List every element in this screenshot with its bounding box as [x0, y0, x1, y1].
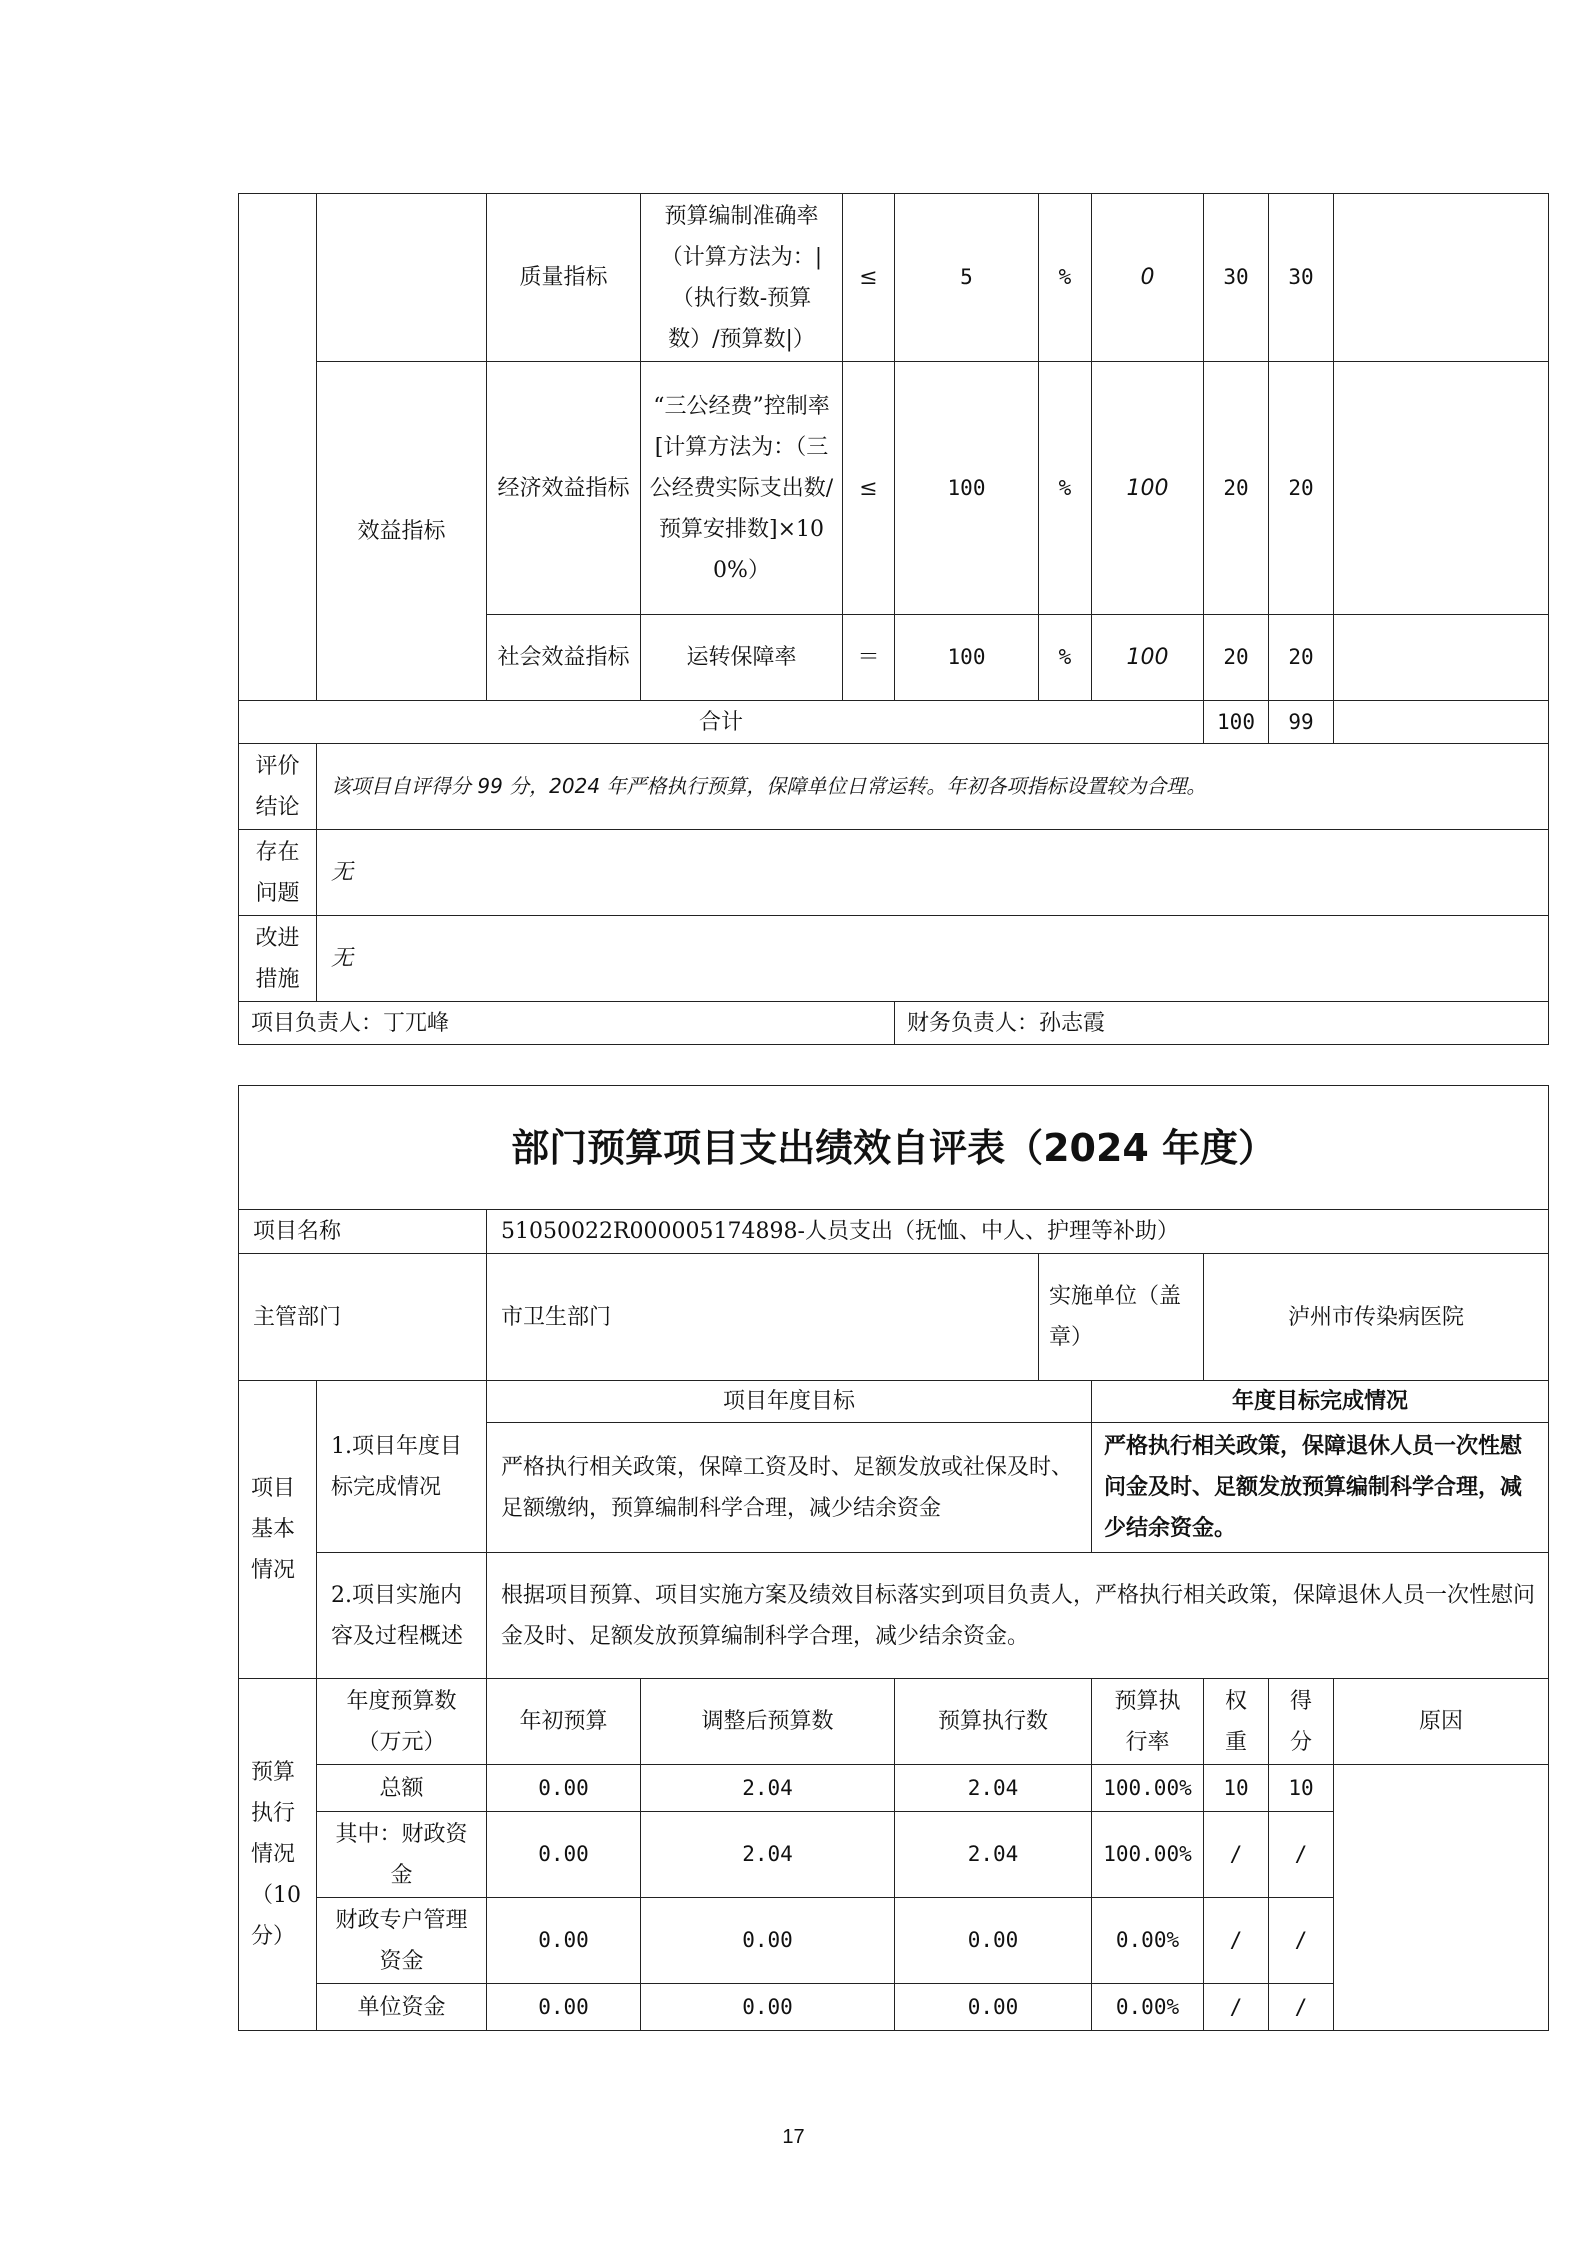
completion-text: 严格执行相关政策，保障退休人员一次性慰问金及时、足额发放预算编制科学合理，减少结余资金。 [1092, 1423, 1549, 1553]
budget-header-rate: 预算执行率 [1092, 1679, 1204, 1765]
goal-header: 项目年度目标 [487, 1381, 1092, 1423]
social-score: 20 [1269, 615, 1334, 701]
quality-unit: % [1039, 194, 1092, 362]
project-name-label: 项目名称 [239, 1210, 487, 1254]
total-row [239, 701, 1549, 744]
budget-row-weight: / [1204, 1898, 1269, 1984]
process-label: 2.项目实施内容及过程概述 [317, 1553, 487, 1679]
economic-note [1334, 362, 1549, 615]
project-name-row [239, 1210, 1549, 1254]
budget-row-rate: 100.00% [1092, 1765, 1204, 1812]
budget-row-weight: 10 [1204, 1765, 1269, 1812]
unit-label: 实施单位（盖章） [1039, 1254, 1204, 1381]
budget-row-rate: 0.00% [1092, 1984, 1204, 2031]
measures-text: 无 [317, 916, 1549, 1002]
social-weight: 20 [1204, 615, 1269, 701]
measures-row [239, 916, 1549, 1002]
blank-subcategory-cell [317, 194, 487, 362]
economic-indicator: “三公经费”控制率[计算方法为：（三公经费实际支出数/预算安排数]×100%） [641, 362, 843, 615]
responsible-row [239, 1002, 1549, 1045]
economic-actual: 100 [1092, 362, 1204, 615]
budget-header-executed: 预算执行数 [895, 1679, 1092, 1765]
quality-weight: 30 [1204, 194, 1269, 362]
budget-row-score: / [1269, 1812, 1334, 1898]
form-title: 部门预算项目支出绩效自评表（2024 年度） [239, 1086, 1549, 1210]
total-note [1334, 701, 1549, 744]
problems-text: 无 [317, 830, 1549, 916]
dept-value: 市卫生部门 [487, 1254, 1039, 1381]
budget-row-executed: 0.00 [895, 1898, 1092, 1984]
economic-target: 100 [895, 362, 1039, 615]
budget-row-score: 10 [1269, 1765, 1334, 1812]
benefit-label: 效益指标 [317, 362, 487, 701]
budget-row-label: 单位资金 [317, 1984, 487, 2031]
quality-score: 30 [1269, 194, 1334, 362]
department-row [239, 1254, 1549, 1381]
budget-row-rate: 100.00% [1092, 1812, 1204, 1898]
conclusion-row [239, 744, 1549, 830]
table-row [239, 1765, 1549, 1812]
economic-operator: ≤ [843, 362, 895, 615]
budget-header-weight: 权重 [1204, 1679, 1269, 1765]
social-category: 社会效益指标 [487, 615, 641, 701]
social-unit: % [1039, 615, 1092, 701]
budget-row-weight: / [1204, 1984, 1269, 2031]
budget-row-initial: 0.00 [487, 1984, 641, 2031]
budget-header-adjusted: 调整后预算数 [641, 1679, 895, 1765]
budget-row-adjusted: 2.04 [641, 1765, 895, 1812]
budget-row-adjusted: 0.00 [641, 1898, 895, 1984]
total-score: 99 [1269, 701, 1334, 744]
completion-header: 年度目标完成情况 [1092, 1381, 1549, 1423]
blank-category-cell [239, 194, 317, 701]
economic-indicator-row [239, 362, 1549, 615]
budget-reason-cell [1334, 1765, 1549, 2031]
project-name-value: 51050022R000005174898-人员支出（抚恤、中人、护理等补助） [487, 1210, 1549, 1254]
indicator-table-continued [238, 193, 1549, 1045]
basic-info-label: 项目基本情况 [239, 1381, 317, 1679]
self-evaluation-form [238, 1085, 1549, 2031]
quality-target: 5 [895, 194, 1039, 362]
quality-category: 质量指标 [487, 194, 641, 362]
quality-note [1334, 194, 1549, 362]
social-note [1334, 615, 1549, 701]
social-operator: ＝ [843, 615, 895, 701]
budget-row-score: / [1269, 1984, 1334, 2031]
quality-operator: ≤ [843, 194, 895, 362]
social-actual: 100 [1092, 615, 1204, 701]
problems-row [239, 830, 1549, 916]
budget-header-annual: 年度预算数（万元） [317, 1679, 487, 1765]
title-row [239, 1086, 1549, 1210]
dept-label: 主管部门 [239, 1254, 487, 1381]
budget-row-score: / [1269, 1898, 1334, 1984]
economic-category: 经济效益指标 [487, 362, 641, 615]
budget-row-rate: 0.00% [1092, 1898, 1204, 1984]
budget-label: 预算执行情况（10分） [239, 1679, 317, 2031]
budget-row-executed: 2.04 [895, 1765, 1092, 1812]
budget-row-adjusted: 2.04 [641, 1812, 895, 1898]
budget-header-score: 得分 [1269, 1679, 1334, 1765]
goal-text: 严格执行相关政策，保障工资及时、足额发放或社保及时、足额缴纳，预算编制科学合理，减少结余资金 [487, 1423, 1092, 1553]
total-label: 合计 [239, 701, 1204, 744]
budget-header-row [239, 1679, 1549, 1765]
unit-value: 泸州市传染病医院 [1204, 1254, 1549, 1381]
budget-row-adjusted: 0.00 [641, 1984, 895, 2031]
budget-header-initial: 年初预算 [487, 1679, 641, 1765]
economic-score: 20 [1269, 362, 1334, 615]
project-lead: 项目负责人：丁兀峰 [239, 1002, 895, 1045]
total-weight: 100 [1204, 701, 1269, 744]
economic-weight: 20 [1204, 362, 1269, 615]
budget-row-weight: / [1204, 1812, 1269, 1898]
page-number: 17 [782, 2126, 805, 2148]
social-target: 100 [895, 615, 1039, 701]
process-text: 根据项目预算、项目实施方案及绩效目标落实到项目负责人，严格执行相关政策，保障退休人员一次性慰问金及时、足额发放预算编制科学合理，减少结余资金。 [487, 1553, 1549, 1679]
goal-label: 1.项目年度目标完成情况 [317, 1381, 487, 1553]
problems-label: 存在问题 [239, 830, 317, 916]
budget-row-label: 其中：财政资金 [317, 1812, 487, 1898]
measures-label: 改进措施 [239, 916, 317, 1002]
quality-indicator-row [239, 194, 1549, 362]
social-indicator: 运转保障率 [641, 615, 843, 701]
budget-header-reason: 原因 [1334, 1679, 1549, 1765]
budget-row-initial: 0.00 [487, 1898, 641, 1984]
economic-unit: % [1039, 362, 1092, 615]
quality-actual: 0 [1092, 194, 1204, 362]
finance-lead: 财务负责人：孙志霞 [895, 1002, 1549, 1045]
process-row [239, 1553, 1549, 1679]
budget-row-label: 财政专户管理资金 [317, 1898, 487, 1984]
conclusion-text: 该项目自评得分 99 分，2024 年严格执行预算，保障单位日常运转。年初各项指标设置较为合理。 [317, 744, 1549, 830]
quality-indicator: 预算编制准确率（计算方法为：|（执行数-预算数）/预算数|） [641, 194, 843, 362]
budget-row-executed: 0.00 [895, 1984, 1092, 2031]
budget-row-label: 总额 [317, 1765, 487, 1812]
budget-row-initial: 0.00 [487, 1765, 641, 1812]
budget-row-initial: 0.00 [487, 1812, 641, 1898]
goal-header-row [239, 1381, 1549, 1423]
budget-row-executed: 2.04 [895, 1812, 1092, 1898]
conclusion-label: 评价结论 [239, 744, 317, 830]
